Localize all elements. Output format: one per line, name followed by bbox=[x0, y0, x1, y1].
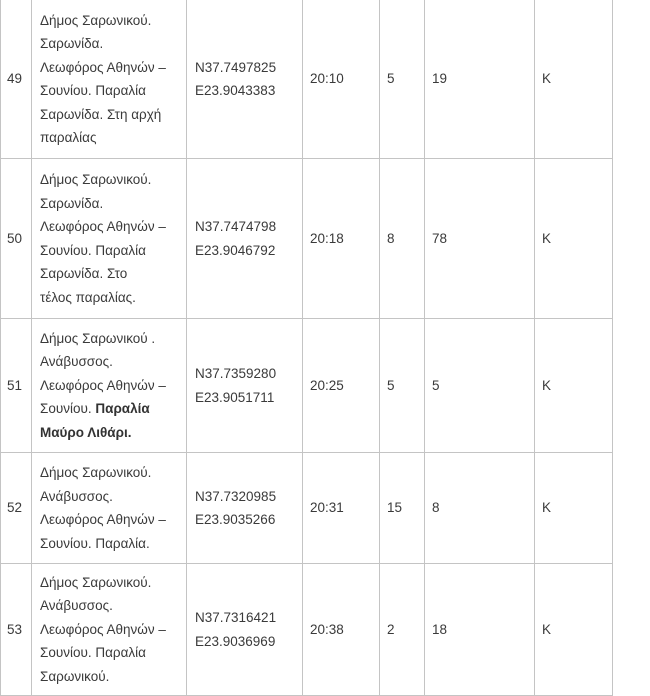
beach-name-bold: Παραλία bbox=[95, 401, 150, 417]
table-row bbox=[1, 564, 613, 696]
value-b-cell: 5 bbox=[425, 319, 535, 453]
location-line: Σουνίου. Παραλία. bbox=[40, 535, 150, 551]
location-line: Σουνίου. Παραλία bbox=[40, 645, 146, 661]
longitude: E23.9051711 bbox=[195, 389, 275, 405]
longitude: E23.9043383 bbox=[195, 83, 276, 98]
location-line: Λεωφόρος Αθηνών – bbox=[40, 59, 166, 75]
longitude: E23.9035266 bbox=[195, 512, 276, 527]
location-line: Δήμος Σαρωνικού . bbox=[40, 330, 156, 346]
location-cell bbox=[32, 319, 187, 453]
time-cell: 20:10 bbox=[303, 0, 380, 159]
location-line: Δήμος Σαρωνικού. bbox=[40, 12, 152, 28]
location-line: τέλος παραλίας. bbox=[40, 289, 136, 305]
location-line: Δήμος Σαρωνικού. bbox=[40, 172, 152, 187]
rating-cell: Κ bbox=[535, 453, 613, 564]
time-cell: 20:38 bbox=[303, 564, 380, 696]
location-line bbox=[40, 397, 178, 421]
location-cell bbox=[32, 159, 187, 319]
table-row bbox=[1, 159, 613, 319]
location-line: Λεωφόρος Αθηνών – bbox=[40, 219, 166, 234]
longitude: E23.9036969 bbox=[195, 633, 276, 649]
value-b-cell: 19 bbox=[425, 0, 535, 159]
beach-name-bold: Μαύρο Λιθάρι. bbox=[40, 424, 132, 440]
coordinates-cell bbox=[187, 0, 303, 159]
location-cell bbox=[32, 453, 187, 564]
location-line: Σαρωνίδα. bbox=[40, 195, 104, 211]
value-b-cell: 78 bbox=[425, 159, 535, 319]
coordinates-cell bbox=[187, 319, 303, 453]
location-line: Δήμος Σαρωνικού. bbox=[40, 465, 152, 480]
location-line-prefix: Σουνίου. bbox=[40, 401, 96, 417]
latitude: N37.7474798 bbox=[195, 219, 277, 234]
location-line: Ανάβυσσος. bbox=[40, 488, 113, 504]
table-row bbox=[1, 453, 613, 564]
value-a-cell: 5 bbox=[380, 0, 425, 159]
time-cell: 20:18 bbox=[303, 159, 380, 319]
latitude: N37.7359280 bbox=[195, 366, 277, 381]
location-line: Σουνίου. Παραλία bbox=[40, 83, 146, 98]
row-number: 53 bbox=[1, 564, 32, 696]
location-line: Ανάβυσσος. bbox=[40, 354, 113, 370]
row-number: 49 bbox=[1, 0, 32, 159]
latitude: N37.7316421 bbox=[195, 610, 277, 625]
location-line: Λεωφόρος Αθηνών – bbox=[40, 377, 166, 393]
rating-cell: Κ bbox=[535, 564, 613, 696]
table-row bbox=[1, 0, 613, 159]
value-a-cell: 15 bbox=[380, 453, 425, 564]
location-line: Σαρωνίδα. Στη αρχή bbox=[40, 106, 162, 122]
coordinates-cell bbox=[187, 564, 303, 696]
latitude: N37.7320985 bbox=[195, 488, 277, 504]
location-line: Σαρωνίδα. Στο bbox=[40, 266, 128, 281]
value-a-cell: 5 bbox=[380, 319, 425, 453]
longitude: E23.9046792 bbox=[195, 242, 276, 258]
location-line: Σαρωνικού. bbox=[40, 668, 110, 684]
value-b-cell: 18 bbox=[425, 564, 535, 696]
row-number: 50 bbox=[1, 159, 32, 319]
value-a-cell: 2 bbox=[380, 564, 425, 696]
table-row bbox=[1, 319, 613, 453]
location-line: Ανάβυσσος. bbox=[40, 598, 113, 614]
value-a-cell: 8 bbox=[380, 159, 425, 319]
location-line: Λεωφόρος Αθηνών – bbox=[40, 621, 166, 637]
location-line: παραλίας bbox=[40, 130, 97, 145]
location-cell bbox=[32, 0, 187, 159]
rating-cell: Κ bbox=[535, 0, 613, 159]
value-b-cell: 8 bbox=[425, 453, 535, 564]
rating-cell: Κ bbox=[535, 319, 613, 453]
row-number: 51 bbox=[1, 319, 32, 453]
row-number: 52 bbox=[1, 453, 32, 564]
coordinates-cell bbox=[187, 453, 303, 564]
rating-cell: Κ bbox=[535, 159, 613, 319]
location-line: Δήμος Σαρωνικού. bbox=[40, 574, 152, 590]
latitude: N37.7497825 bbox=[195, 59, 277, 75]
location-cell bbox=[32, 564, 187, 696]
time-cell: 20:31 bbox=[303, 453, 380, 564]
location-line: Σαρωνίδα. bbox=[40, 36, 104, 51]
location-line: Σουνίου. Παραλία bbox=[40, 242, 146, 258]
time-cell: 20:25 bbox=[303, 319, 380, 453]
coordinates-cell bbox=[187, 159, 303, 319]
location-line: Λεωφόρος Αθηνών – bbox=[40, 512, 166, 527]
